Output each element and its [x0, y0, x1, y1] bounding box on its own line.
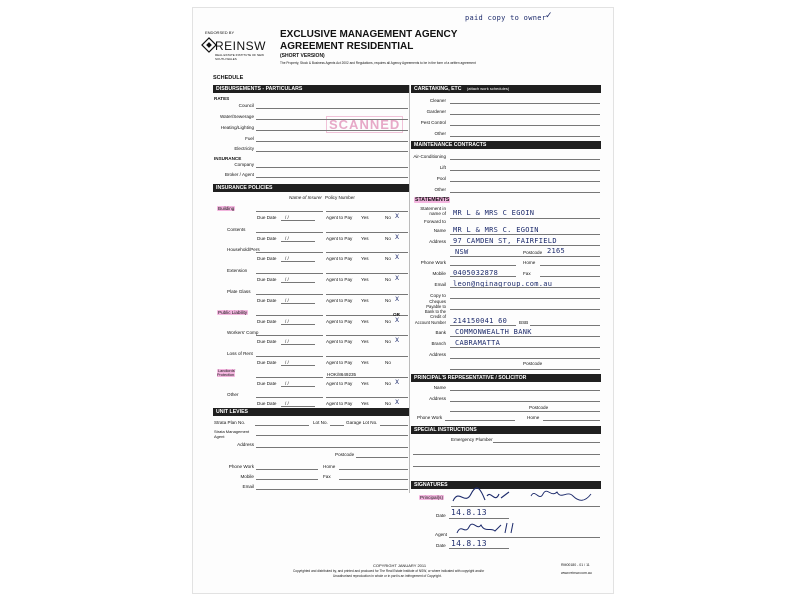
copy-to-label: Copy to [430, 293, 446, 298]
caretaking-note: (attach work schedules) [466, 86, 510, 91]
yes-option[interactable]: Yes [361, 339, 369, 344]
agent-to-pay-label: Agent to Pay [326, 360, 353, 365]
water-label: Water/Sewerage [219, 114, 254, 119]
strata-phone-label: Phone Work [228, 464, 254, 469]
title-line3: (SHORT VERSION) [280, 53, 325, 59]
principals-label-text: Principal(s) [420, 495, 443, 500]
footer-code: RM00180 - 01 / 11 [561, 563, 590, 567]
strata-home-label: Home [323, 464, 336, 469]
footer-web: www.reinsw.com.au [561, 571, 592, 575]
top-handwritten-note: paid copy to owner [465, 14, 547, 22]
no-selected-icon: X [395, 275, 400, 282]
policy-type-6 [227, 330, 258, 335]
company-field[interactable] [256, 167, 408, 168]
address-line1: 97 CAMDEN ST, FAIRFIELD [453, 237, 557, 245]
cheques-label: Cheques Payable to [426, 299, 446, 309]
bank-field[interactable] [450, 336, 600, 337]
heating-label: Heating/Lighting [220, 125, 254, 130]
no-selected-icon: X [395, 379, 400, 386]
agent-to-pay-label: Agent to Pay [326, 298, 353, 303]
principal-signature-line[interactable] [451, 506, 600, 507]
insurer-name-field[interactable] [256, 211, 323, 212]
yes-option[interactable]: Yes [361, 360, 369, 365]
bank-address-field[interactable] [450, 358, 600, 359]
logo-tagline: REAL ESTATE INSTITUTE OF NEW SOUTH WALES [215, 53, 264, 61]
email-label: Email [434, 282, 446, 287]
rep-phone-work-label: Phone Work [417, 415, 443, 420]
no-selected-icon: X [395, 296, 400, 303]
insurer-name-field[interactable] [256, 294, 323, 295]
due-date-field[interactable] [281, 241, 315, 242]
no-option[interactable]: No [385, 256, 391, 261]
email-value: leon@nginagroup.com.au [453, 280, 553, 288]
agent-to-pay-label: Agent to Pay [326, 277, 353, 282]
due-date-field[interactable] [281, 386, 315, 387]
strata-postcode-field[interactable] [356, 457, 408, 458]
due-date-field[interactable] [281, 303, 315, 304]
account-number-value: 214150041 60 [453, 317, 508, 325]
policy-number-field[interactable] [326, 335, 408, 336]
broker-label: Broker / Agent [224, 172, 254, 177]
policy-number-field[interactable] [326, 377, 408, 378]
broker-field[interactable] [256, 177, 408, 178]
council-field[interactable] [256, 108, 408, 109]
fuel-label: Fuel [245, 136, 254, 141]
due-date-field[interactable] [281, 344, 315, 345]
due-date-value[interactable]: / / [285, 277, 289, 282]
pool-label: Pool [436, 176, 446, 181]
no-option[interactable]: No [385, 298, 391, 303]
policy-number-field[interactable] [326, 397, 408, 398]
caretaking-title: CARETAKING, ETC [414, 86, 462, 92]
date-label-1: Date [436, 513, 446, 518]
no-option[interactable]: No [385, 277, 391, 282]
insurer-name-field[interactable] [256, 252, 323, 253]
yes-option[interactable]: Yes [361, 277, 369, 282]
column-divider [409, 85, 410, 493]
agent-signature-line[interactable] [449, 537, 600, 538]
branch-value: CABRAMATTA [455, 339, 501, 347]
strata-plan-label: Strata Plan No. [214, 420, 246, 425]
policy-type-8 [217, 369, 243, 377]
title-notice: The Property, Stock & Business Agents Act 2002 and Regulations, requires all Agency Agreements to be in the form of a written agreement [280, 61, 476, 65]
yes-option[interactable]: Yes [361, 236, 369, 241]
policy-type-label: Workers' Comp [227, 330, 259, 335]
check-mark-icon: ✓ [545, 10, 553, 20]
aircon-field[interactable] [450, 159, 600, 160]
account-number-field[interactable] [450, 325, 516, 326]
rep-home-field[interactable] [543, 420, 600, 421]
strata-fax-field[interactable] [339, 479, 408, 480]
strata-email-label: Email [242, 484, 254, 489]
account-number-label: Account Number [414, 320, 446, 325]
agent-signature-icon[interactable] [455, 521, 525, 537]
no-option[interactable]: No [385, 319, 391, 324]
policy-type-label: Extension [227, 268, 248, 273]
policy-number-field[interactable] [326, 211, 408, 212]
principals-label [419, 495, 444, 500]
footer-line1: Copyrighted and distributed by, and printed and produced for The Real Estate Institute of NSW, or where indicated with copyright and/or [293, 569, 485, 573]
policy-type-label: Loss of Rent [227, 351, 253, 356]
policy-type-2 [227, 247, 260, 252]
no-option[interactable]: No [385, 381, 391, 386]
name-of-insurer-label: Name of Insurer [289, 195, 322, 200]
policy-type-0 [217, 206, 235, 211]
bsb-label: BSB [519, 320, 529, 325]
no-selected-icon: X [395, 337, 400, 344]
due-date-label: Due Date [257, 401, 277, 406]
name-field[interactable] [450, 234, 600, 235]
maintenance-other-label: Other [434, 187, 446, 192]
mobile-field[interactable] [450, 276, 516, 277]
fax-label: Fax [523, 271, 531, 276]
date-field-1[interactable] [449, 518, 509, 519]
due-date-value[interactable]: / / [285, 298, 289, 303]
no-option[interactable]: No [385, 360, 391, 365]
home-field[interactable] [540, 265, 600, 266]
strata-address-field[interactable] [256, 447, 408, 448]
lot-label: Lot No. [313, 420, 328, 425]
yes-option[interactable]: Yes [361, 256, 369, 261]
caretaking-header [411, 85, 601, 93]
due-date-label: Due Date [257, 236, 277, 241]
title-line1: EXCLUSIVE MANAGEMENT AGENCY [280, 29, 458, 40]
rep-address-field[interactable] [450, 401, 600, 402]
agent-to-pay-label: Agent to Pay [326, 401, 353, 406]
pest-control-field[interactable] [450, 125, 600, 126]
copy-to-field[interactable] [450, 298, 600, 299]
yes-option[interactable]: Yes [361, 401, 369, 406]
forward-to-label: Forward to [424, 219, 446, 224]
special-line-1[interactable] [413, 454, 600, 455]
due-date-label: Due Date [257, 256, 277, 261]
strata-phone-field[interactable] [256, 469, 318, 470]
no-option[interactable]: No [385, 215, 391, 220]
yes-option[interactable]: Yes [361, 319, 369, 324]
cleaner-label: Cleaner [429, 98, 446, 103]
address-field-1[interactable] [450, 245, 600, 246]
policy-type-label: Household/Pers [227, 247, 260, 252]
agreement-page [193, 8, 613, 593]
disbursements-header: DISBURSEMENTS - PARTICULARS [213, 85, 409, 93]
rates-label: RATES [214, 96, 230, 101]
strata-mobile-label: Mobile [240, 474, 254, 479]
date-field-2[interactable] [449, 548, 509, 549]
policy-type-label: Landlords' Protection [217, 369, 236, 377]
no-option[interactable]: No [385, 401, 391, 406]
due-date-label: Due Date [257, 215, 277, 220]
insurance-policies-header: INSURANCE POLICIES [213, 184, 409, 192]
due-date-field[interactable] [281, 261, 315, 262]
policy-number-label: Policy Number [325, 195, 355, 200]
logo-name: REINSW [215, 39, 266, 53]
yes-option[interactable]: Yes [361, 298, 369, 303]
insurer-name-field[interactable] [256, 315, 323, 316]
due-date-field[interactable] [281, 220, 315, 221]
postcode-value: 2165 [547, 247, 566, 255]
strata-plan-field[interactable] [255, 425, 309, 426]
special-instructions-header: SPECIAL INSTRUCTIONS [411, 426, 601, 434]
date-value-1: 14.8.13 [451, 508, 487, 517]
policy-type-5 [217, 310, 248, 315]
bank-value: COMMONWEALTH BANK [455, 328, 532, 336]
policy-type-7 [227, 351, 253, 356]
insurer-name-field[interactable] [256, 377, 323, 378]
strata-mgmt-label: Strata Management Agent [214, 429, 250, 439]
due-date-label: Due Date [257, 381, 277, 386]
phone-work-field[interactable] [450, 265, 516, 266]
due-date-label: Due Date [257, 277, 277, 282]
garage-lot-field[interactable] [380, 425, 408, 426]
no-selected-icon: X [395, 213, 400, 220]
policy-type-label: Other [227, 392, 239, 397]
due-date-value[interactable]: / / [285, 215, 289, 220]
agent-to-pay-label: Agent to Pay [326, 381, 353, 386]
strata-postcode-label: Postcode [335, 452, 355, 457]
caretaking-other-label: Other [434, 131, 446, 136]
garage-lot-label: Garage Lot No. [346, 420, 378, 425]
bank-postcode-field[interactable] [450, 369, 600, 370]
strata-home-field[interactable] [339, 469, 408, 470]
name-label: Name [433, 228, 446, 233]
date-label-2: Date [436, 543, 446, 548]
gardener-label: Gardener [426, 109, 446, 114]
due-date-value[interactable]: / / [285, 401, 289, 406]
rep-phone-work-field[interactable] [445, 420, 515, 421]
no-selected-icon: X [395, 254, 400, 261]
rep-postcode-label: Postcode [529, 405, 549, 410]
agent-to-pay-label: Agent to Pay [326, 339, 353, 344]
policy-type-1 [227, 227, 245, 232]
no-option[interactable]: No [385, 339, 391, 344]
council-label: Council [238, 103, 254, 108]
no-selected-icon: X [395, 317, 400, 324]
policy-number-field[interactable] [326, 356, 408, 357]
statements-title: STATEMENTS [415, 197, 450, 203]
maintenance-header: MAINTENANCE CONTRACTS [411, 141, 601, 149]
signatures-header: SIGNATURES [411, 481, 601, 489]
maintenance-other-field[interactable] [450, 192, 600, 193]
email-field[interactable] [450, 287, 600, 288]
strata-address-label: Address [237, 442, 254, 447]
agent-to-pay-label: Agent to Pay [326, 256, 353, 261]
no-selected-icon: X [395, 234, 400, 241]
due-date-value[interactable]: / / [285, 381, 289, 386]
branch-label: Branch [431, 341, 446, 346]
address-line2: NSW [455, 248, 469, 256]
policy-type-label: Contents [227, 227, 246, 232]
footer-copyright: COPYRIGHT JANUARY 2011 [373, 563, 427, 568]
due-date-field[interactable] [281, 282, 315, 283]
rep-name-field[interactable] [450, 390, 600, 391]
statement-in-name-label: Statement in name of [420, 206, 446, 216]
policy-type-3 [227, 268, 247, 273]
company-label: Company [234, 162, 254, 167]
policy-type-label: Public Liability [218, 310, 248, 315]
due-date-label: Due Date [257, 319, 277, 324]
insurer-name-field[interactable] [256, 232, 323, 233]
logo-endorsed: ENDORSED BY [205, 30, 235, 35]
pest-control-label: Pest Control [420, 120, 446, 125]
or-label: OR [393, 312, 400, 317]
agent-to-pay-label: Agent to Pay [326, 215, 353, 220]
address-field-2[interactable] [450, 256, 600, 257]
due-date-value[interactable]: / / [285, 236, 289, 241]
principal-signature-icon[interactable] [451, 486, 601, 508]
heating-field[interactable] [256, 130, 408, 131]
home-label: Home [523, 260, 536, 265]
principals-rep-header: PRINCIPAL'S REPRESENTATIVE / SOLICITOR [411, 374, 601, 382]
policy-number-field[interactable] [326, 252, 408, 253]
due-date-value[interactable]: / / [285, 319, 289, 324]
agent-to-pay-label: Agent to Pay [326, 236, 353, 241]
phone-work-label: Phone Work [420, 260, 446, 265]
due-date-label: Due Date [257, 360, 277, 365]
mobile-label: Mobile [432, 271, 446, 276]
policy-number-field[interactable] [326, 273, 408, 274]
electricity-field[interactable] [256, 151, 408, 152]
policy-number-field[interactable] [326, 232, 408, 233]
insurer-name-field[interactable] [256, 356, 323, 357]
fax-field[interactable] [540, 276, 600, 277]
footer-line2: Unauthorised reproduction in whole or in part is an infringement of Copyright. [333, 574, 442, 578]
water-field[interactable] [256, 119, 408, 120]
bank-postcode-label: Postcode [523, 361, 543, 366]
mobile-value: 0405032878 [453, 269, 499, 277]
due-date-field[interactable] [281, 324, 315, 325]
strata-email-field[interactable] [256, 489, 408, 490]
lot-field[interactable] [330, 425, 344, 426]
strata-mgmt-field[interactable] [256, 435, 408, 436]
due-date-value[interactable]: / / [285, 256, 289, 261]
rep-name-label: Name [433, 385, 446, 390]
caretaking-other-field[interactable] [450, 136, 600, 137]
lift-label: Lift [439, 165, 446, 170]
due-date-field[interactable] [281, 365, 315, 366]
bank-label: Bank [435, 330, 446, 335]
strata-fax-label: Fax [323, 474, 331, 479]
insurance-label: INSURANCE [214, 156, 242, 161]
statement-name-field[interactable] [450, 218, 600, 219]
address-label: Address [429, 239, 446, 244]
emergency-plumber-field[interactable] [493, 442, 600, 443]
aircon-label: Air-Conditioning [413, 154, 446, 159]
yes-option[interactable]: Yes [361, 215, 369, 220]
bank-address-label: Address [429, 352, 446, 357]
branch-field[interactable] [450, 347, 600, 348]
due-date-label: Due Date [257, 339, 277, 344]
yes-option[interactable]: Yes [361, 381, 369, 386]
policy-number-field[interactable] [326, 294, 408, 295]
strata-mobile-field[interactable] [256, 479, 318, 480]
cleaner-field[interactable] [450, 103, 600, 104]
pool-field[interactable] [450, 181, 600, 182]
no-option[interactable]: No [385, 236, 391, 241]
statements-header [411, 196, 601, 204]
title-line2: AGREEMENT RESIDENTIAL [280, 41, 414, 52]
insurer-name-field[interactable] [256, 273, 323, 274]
fuel-field[interactable] [256, 141, 408, 142]
electricity-label: Electricity [234, 146, 254, 151]
no-selected-icon: X [395, 399, 400, 406]
bank-credit-label: Bank to the Credit of [424, 309, 446, 319]
due-date-value[interactable]: / / [285, 360, 289, 365]
name-value: MR L & MRS C. EGOIN [453, 226, 539, 234]
due-date-value[interactable]: / / [285, 339, 289, 344]
landlord-policy-value: HOK/8649235 [327, 372, 357, 377]
lift-field[interactable] [450, 170, 600, 171]
statement-name-value: MR L & MRS C EGOIN [453, 209, 535, 217]
policy-type-9 [227, 392, 239, 397]
agent-to-pay-label: Agent to Pay [326, 319, 353, 324]
agent-label: Agent [435, 532, 448, 537]
due-date-field[interactable] [281, 406, 315, 407]
cheques-field[interactable] [450, 309, 600, 310]
emergency-plumber-label: Emergency Plumber [451, 437, 493, 442]
policy-type-label: Building [218, 206, 235, 211]
insurer-name-field[interactable] [256, 397, 323, 398]
schedule-heading: SCHEDULE [213, 75, 244, 81]
insurer-name-field[interactable] [256, 335, 323, 336]
bsb-field[interactable] [530, 325, 600, 326]
gardener-field[interactable] [450, 114, 600, 115]
date-value-2: 14.8.13 [451, 539, 487, 548]
rep-home-label: Home [527, 415, 540, 420]
policy-type-label: Plate Glass [227, 289, 251, 294]
scanned-stamp: SCANNED [326, 116, 403, 133]
rep-address-label: Address [429, 396, 446, 401]
special-line-2[interactable] [413, 466, 600, 467]
rep-postcode-field[interactable] [450, 411, 600, 412]
unit-levies-header: UNIT LEVIES [213, 408, 409, 416]
postcode-label: Postcode [523, 250, 543, 255]
due-date-label: Due Date [257, 298, 277, 303]
policy-type-4 [227, 289, 251, 294]
